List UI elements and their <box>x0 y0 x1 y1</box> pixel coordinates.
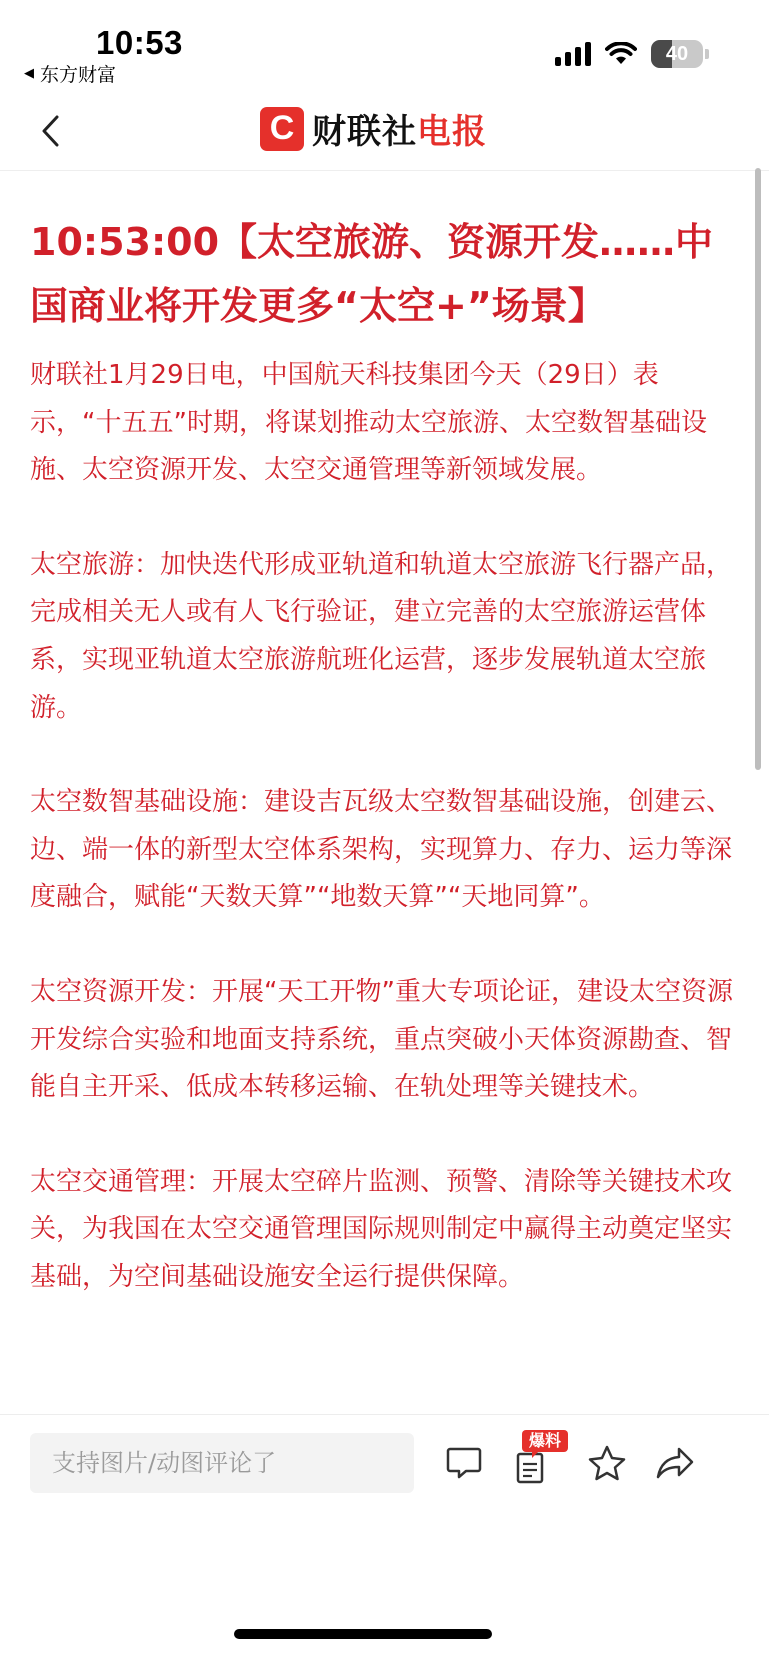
star-icon <box>587 1444 627 1482</box>
article-paragraph: 太空旅游：加快迭代形成亚轨道和轨道太空旅游飞行器产品，完成相关无人或有人飞行验证，建立完善的太空旅游运营体系，实现亚轨道太空旅游航班化运营，逐步发展轨道太空旅游。 <box>30 549 733 723</box>
cellular-signal-icon <box>555 42 591 66</box>
article-paragraph: 财联社1月29日电，中国航天科技集团今天（29日）表示，“十五五”时期，将谋划推动太空旅游、太空数智基础设施、太空资源开发、太空交通管理等新领域发展。 <box>30 360 707 486</box>
article-paragraph: 太空资源开发：开展“天工开物”重大专项论证，建设太空资源开发综合实验和地面支持系统，重点突破小天体资源勘查、智能自主开采、低成本转移运输、在轨处理等关键技术。 <box>30 976 733 1103</box>
comment-button[interactable] <box>442 1441 486 1485</box>
share-button[interactable] <box>653 1441 697 1485</box>
bottom-action-bar <box>0 1414 769 1665</box>
chevron-left-icon <box>40 114 60 148</box>
system-icons <box>555 40 709 68</box>
article-headline: 10:53:00【太空旅游、资源开发……中国商业将开发更多“太空+”场景】 <box>30 220 714 328</box>
back-to-app-link[interactable] <box>24 60 116 87</box>
favorite-button[interactable] <box>585 1441 629 1485</box>
scrollbar[interactable] <box>755 168 761 770</box>
comment-input[interactable] <box>30 1433 414 1493</box>
back-app-label: 东方财富 <box>40 64 117 86</box>
back-triangle-icon: ◀ <box>24 66 34 81</box>
brand-name-main: 财联社 <box>312 112 417 152</box>
back-button[interactable] <box>30 107 70 155</box>
brand-logo-group <box>260 104 487 153</box>
nav-bar <box>0 95 769 171</box>
article-body <box>30 210 740 1302</box>
status-bar <box>0 0 769 95</box>
home-indicator[interactable] <box>234 1629 492 1639</box>
wifi-icon <box>605 42 637 66</box>
tip-off-badge[interactable]: 爆料 <box>522 1430 568 1452</box>
article-paragraph: 太空交通管理：开展太空碎片监测、预警、清除等关键技术攻关，为我国在太空交通管理国际规则制定中赢得主动奠定坚实基础，为空间基础设施安全运行提供保障。 <box>30 1166 733 1292</box>
brand-name-accent: 电报 <box>417 112 487 152</box>
share-arrow-icon <box>655 1445 695 1481</box>
brand-logo-icon: C <box>260 107 304 151</box>
article-paragraph: 太空数智基础设施：建设吉瓦级太空数智基础设施，创建云、边、端一体的新型太空体系架构，实现算力、存力、运力等深度融合，赋能“天数天算”“地数天算”“天地同算”。 <box>30 787 733 913</box>
battery-percent: 40 <box>665 42 689 65</box>
comment-bubble-icon <box>445 1445 483 1481</box>
brand-name <box>312 104 487 153</box>
battery-indicator <box>651 40 709 68</box>
document-icon <box>514 1448 548 1486</box>
status-time: 10:53 <box>96 24 183 61</box>
battery-icon <box>651 40 703 68</box>
